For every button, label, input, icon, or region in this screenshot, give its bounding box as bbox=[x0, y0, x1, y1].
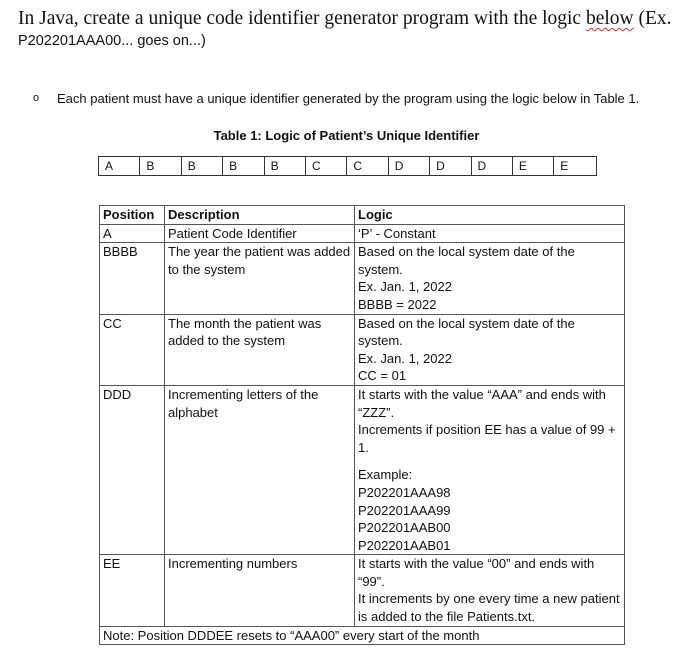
logic-line: CC = 01 bbox=[358, 368, 407, 384]
code-box: C bbox=[306, 157, 347, 175]
spellcheck-underlined-word: below bbox=[585, 8, 634, 29]
example-code: P202201AAB00 bbox=[358, 520, 451, 536]
logic-line: Ex. Jan. 1, 2022 bbox=[358, 279, 452, 295]
question-line-2: P202201AAA00... goes on...) bbox=[18, 33, 206, 49]
logic-line: Ex. Jan. 1, 2022 bbox=[358, 350, 452, 366]
table-caption: Table 1: Logic of Patient’s Unique Identifier bbox=[213, 128, 480, 143]
code-format-boxes bbox=[98, 156, 597, 176]
cell-logic bbox=[355, 314, 625, 385]
cell-position: A bbox=[100, 224, 165, 243]
table-row bbox=[100, 314, 625, 385]
logic-table bbox=[99, 205, 625, 645]
code-box: B bbox=[140, 157, 181, 175]
table-note: Note: Position DDDEE resets to “AAA00” every start of the month bbox=[100, 626, 625, 645]
logic-line: BBBB = 2022 bbox=[358, 296, 437, 312]
cell-logic bbox=[355, 243, 625, 314]
logic-line: ‘P’ - Constant bbox=[358, 225, 436, 241]
cell-position: BBBB bbox=[100, 243, 165, 314]
example-code: P202201AAA98 bbox=[358, 484, 451, 500]
table-row bbox=[100, 385, 625, 554]
code-box: E bbox=[513, 157, 554, 175]
table-row bbox=[100, 224, 625, 243]
code-box: D bbox=[472, 157, 513, 175]
code-box: D bbox=[389, 157, 430, 175]
example-code: P202201AAB01 bbox=[358, 537, 451, 553]
logic-line: Example: bbox=[358, 467, 413, 483]
header-description: Description bbox=[165, 206, 355, 225]
code-box: E bbox=[560, 159, 569, 173]
table-row bbox=[100, 243, 625, 314]
cell-position: CC bbox=[100, 314, 165, 385]
code-box: D bbox=[430, 157, 471, 175]
bullet-item bbox=[33, 91, 639, 106]
spacer bbox=[358, 456, 621, 466]
cell-position: DDD bbox=[100, 385, 165, 554]
cell-logic bbox=[355, 555, 625, 626]
cell-position: EE bbox=[100, 555, 165, 626]
table-row bbox=[100, 555, 625, 626]
code-box: B bbox=[265, 157, 306, 175]
cell-description: Patient Code Identifier bbox=[165, 224, 355, 243]
code-box: B bbox=[223, 157, 264, 175]
cell-logic bbox=[355, 385, 625, 554]
example-code: P202201AAA99 bbox=[358, 502, 451, 518]
code-box: A bbox=[99, 157, 140, 175]
bullet-marker: o bbox=[33, 92, 40, 104]
logic-line: Based on the local system date of the system. bbox=[358, 315, 575, 349]
table-header-row bbox=[100, 206, 625, 225]
question-line-1: In Java, create a unique code identifier generator program with the logic below (Ex. bbox=[18, 8, 672, 29]
logic-line: It increments by one every time a new patient is added to the file Patients.txt. bbox=[358, 591, 620, 625]
code-box: C bbox=[347, 157, 388, 175]
logic-line: It starts with the value “AAA” and ends with “ZZZ”. bbox=[358, 386, 606, 420]
table-note-row bbox=[100, 626, 625, 645]
logic-line: It starts with the value “00” and ends with “99”. bbox=[358, 556, 595, 589]
header-logic: Logic bbox=[355, 206, 625, 225]
cell-description: Incrementing numbers bbox=[165, 555, 355, 626]
logic-line: Increments if position EE has a value of 99 + 1. bbox=[358, 422, 616, 455]
cell-logic bbox=[355, 224, 625, 243]
cell-description: The year the patient was added to the system bbox=[165, 243, 355, 314]
code-box: B bbox=[182, 157, 223, 175]
logic-line: Based on the local system date of the system. bbox=[358, 244, 575, 277]
question-text bbox=[18, 8, 678, 52]
header-position: Position bbox=[100, 206, 165, 225]
bullet-text: Each patient must have a unique identifier generated by the program using the logic below in Table 1. bbox=[57, 91, 640, 106]
cell-description: Incrementing letters of the alphabet bbox=[165, 385, 355, 554]
cell-description: The month the patient was added to the system bbox=[165, 314, 355, 385]
